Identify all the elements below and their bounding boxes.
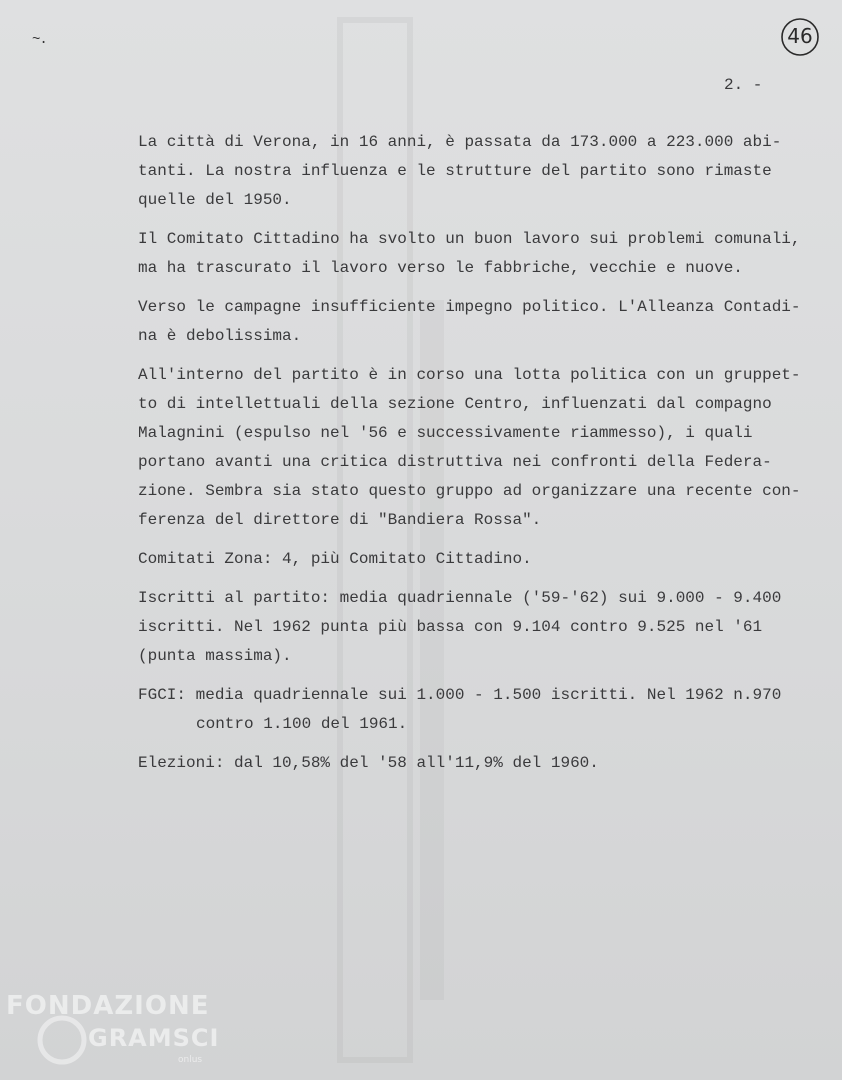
- corner-pen-mark: ~.: [32, 32, 47, 48]
- paragraph: [138, 545, 818, 574]
- text-line: na è debolissima.: [138, 327, 302, 345]
- text-line: Iscritti al partito: media quadriennale ('59-'62) sui 9.000 - 9.400: [138, 589, 782, 607]
- watermark-line1: FONDAZIONE: [6, 991, 210, 1021]
- text-line: Comitati Zona: 4, più Comitato Cittadino.: [138, 550, 532, 568]
- text-line: ferenza del direttore di "Bandiera Rossa".: [138, 511, 542, 529]
- watermark-line3: onlus: [178, 1055, 203, 1065]
- text-line: FGCI: media quadriennale sui 1.000 - 1.500 iscritti. Nel 1962 n.970: [138, 686, 782, 704]
- paragraph: [138, 584, 818, 671]
- text-line: zione. Sembra sia stato questo gruppo ad organizzare una recente con-: [138, 482, 801, 500]
- text-line: to di intellettuali della sezione Centro, influenzati dal compagno: [138, 395, 772, 413]
- paragraph: [138, 293, 818, 351]
- fondazione-gramsci-watermark: [4, 988, 224, 1068]
- paragraph: [138, 128, 818, 215]
- watermark-logo: [4, 988, 224, 1068]
- text-line: Elezioni: dal 10,58% del '58 all'11,9% del 1960.: [138, 754, 599, 772]
- watermark-line2: GRAMSCI: [88, 1024, 220, 1052]
- text-line: Verso le campagne insufficiente impegno politico. L'Alleanza Contadi-: [138, 298, 801, 316]
- text-line: ma ha trascurato il lavoro verso le fabbriche, vecchie e nuove.: [138, 259, 743, 277]
- text-line: La città di Verona, in 16 anni, è passata da 173.000 a 223.000 abi-: [138, 133, 782, 151]
- text-line: Il Comitato Cittadino ha svolto un buon lavoro sui problemi comunali,: [138, 230, 801, 248]
- paragraph: [138, 225, 818, 283]
- typed-body-text: [138, 128, 818, 788]
- text-line: iscritti. Nel 1962 punta più bassa con 9.104 contro 9.525 nel '61: [138, 618, 763, 636]
- paragraph: [138, 681, 818, 739]
- text-line: quelle del 1950.: [138, 191, 292, 209]
- text-line: (punta massima).: [138, 647, 292, 665]
- text-line: Malagnini (espulso nel '56 e successivamente riammesso), i quali: [138, 424, 753, 442]
- page-number: 2. -: [724, 76, 763, 94]
- paragraph: [138, 361, 818, 535]
- text-line: All'interno del partito è in corso una lotta politica con un gruppet-: [138, 366, 801, 384]
- paragraph: [138, 749, 818, 778]
- text-line: portano avanti una critica distruttiva nei confronti della Federa-: [138, 453, 772, 471]
- text-line: contro 1.100 del 1961.: [196, 715, 408, 733]
- folio-number: 46: [787, 24, 813, 48]
- text-line: tanti. La nostra influenza e le strutture del partito sono rimaste: [138, 162, 772, 180]
- folio-stamp: [780, 17, 820, 57]
